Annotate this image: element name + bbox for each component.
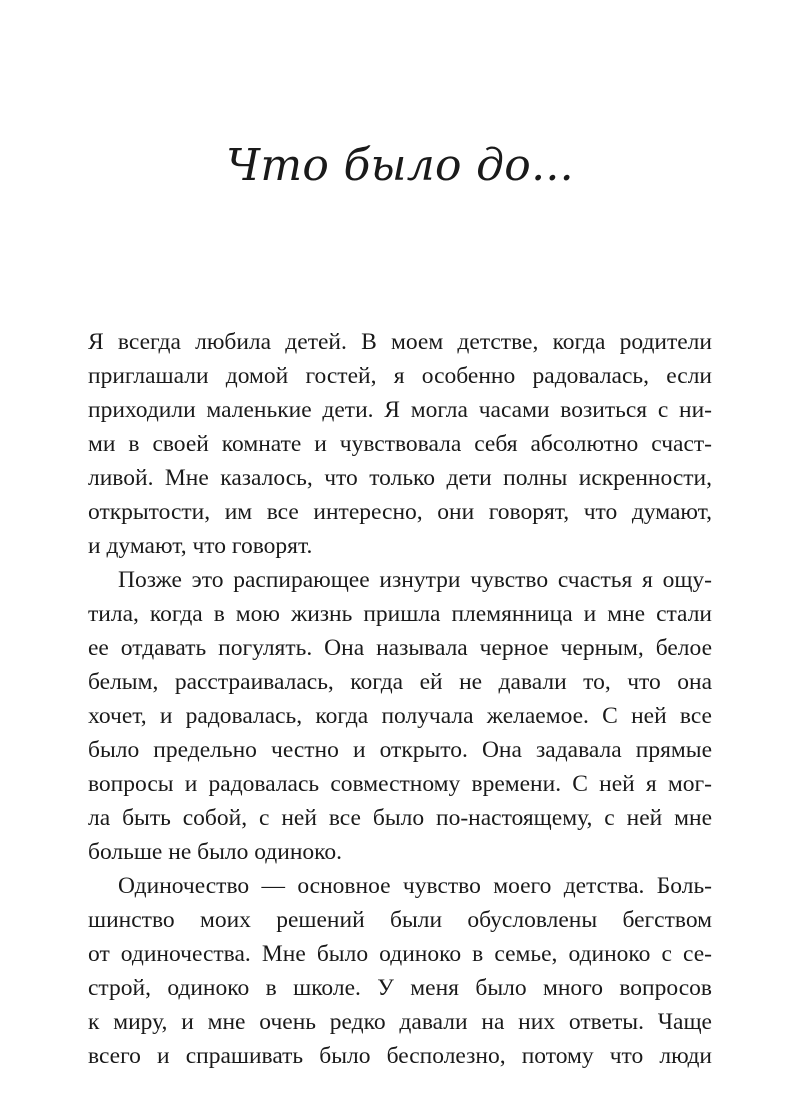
chapter-title: Что было до... [226,140,574,191]
text-line: Я всегда любила детей. В моем детстве, когда родители [88,329,712,355]
text-line: всего и спрашивать было бесполезно, потому что люди [88,1043,712,1069]
text-line: ее отдавать погулять. Она называла черное черным, белое [88,635,712,661]
text-line: Одиночество — основное чувство моего детства. Боль- [118,873,712,899]
text-line: шинство моих решений были обусловлены бегством [88,907,712,933]
body-text [88,325,712,1073]
text-line: к миру, и мне очень редко давали на них ответы. Чаще [88,1009,712,1035]
text-line: хочет, и радовалась, когда получала желаемое. С ней все [88,703,712,729]
text-line: ливой. Мне казалось, что только дети полны искренности, [88,465,712,491]
text-line: ла быть собой, с ней все было по-настоящему, с ней мне [88,805,712,831]
text-line: Позже это распирающее изнутри чувство счастья я ощу- [118,567,712,593]
text-line: от одиночества. Мне было одиноко в семье, одиноко с се- [88,941,712,967]
text-line: больше не было одиноко. [88,839,343,865]
text-line: открытости, им все интересно, они говорят, что думают, [88,499,712,525]
text-line: вопросы и радовалась совместному времени. С ней я мог- [88,771,712,797]
text-line: было предельно честно и открыто. Она задавала прямые [88,737,712,763]
text-line: ми в своей комнате и чувствовала себя абсолютно счаст- [88,431,712,457]
text-line: строй, одиноко в школе. У меня было много вопросов [88,975,712,1001]
text-line: белым, расстраивалась, когда ей не давали то, что она [88,669,712,695]
paragraph-3 [88,869,712,1073]
text-line: и думают, что говорят. [88,533,313,559]
text-line: приходили маленькие дети. Я могла часами возиться с ни- [88,397,712,423]
paragraph-2 [88,563,712,869]
text-line: тила, когда в мою жизнь пришла племянница и мне стали [88,601,712,627]
text-line: приглашали домой гостей, я особенно радовалась, если [88,363,712,389]
paragraph-1 [88,325,712,563]
